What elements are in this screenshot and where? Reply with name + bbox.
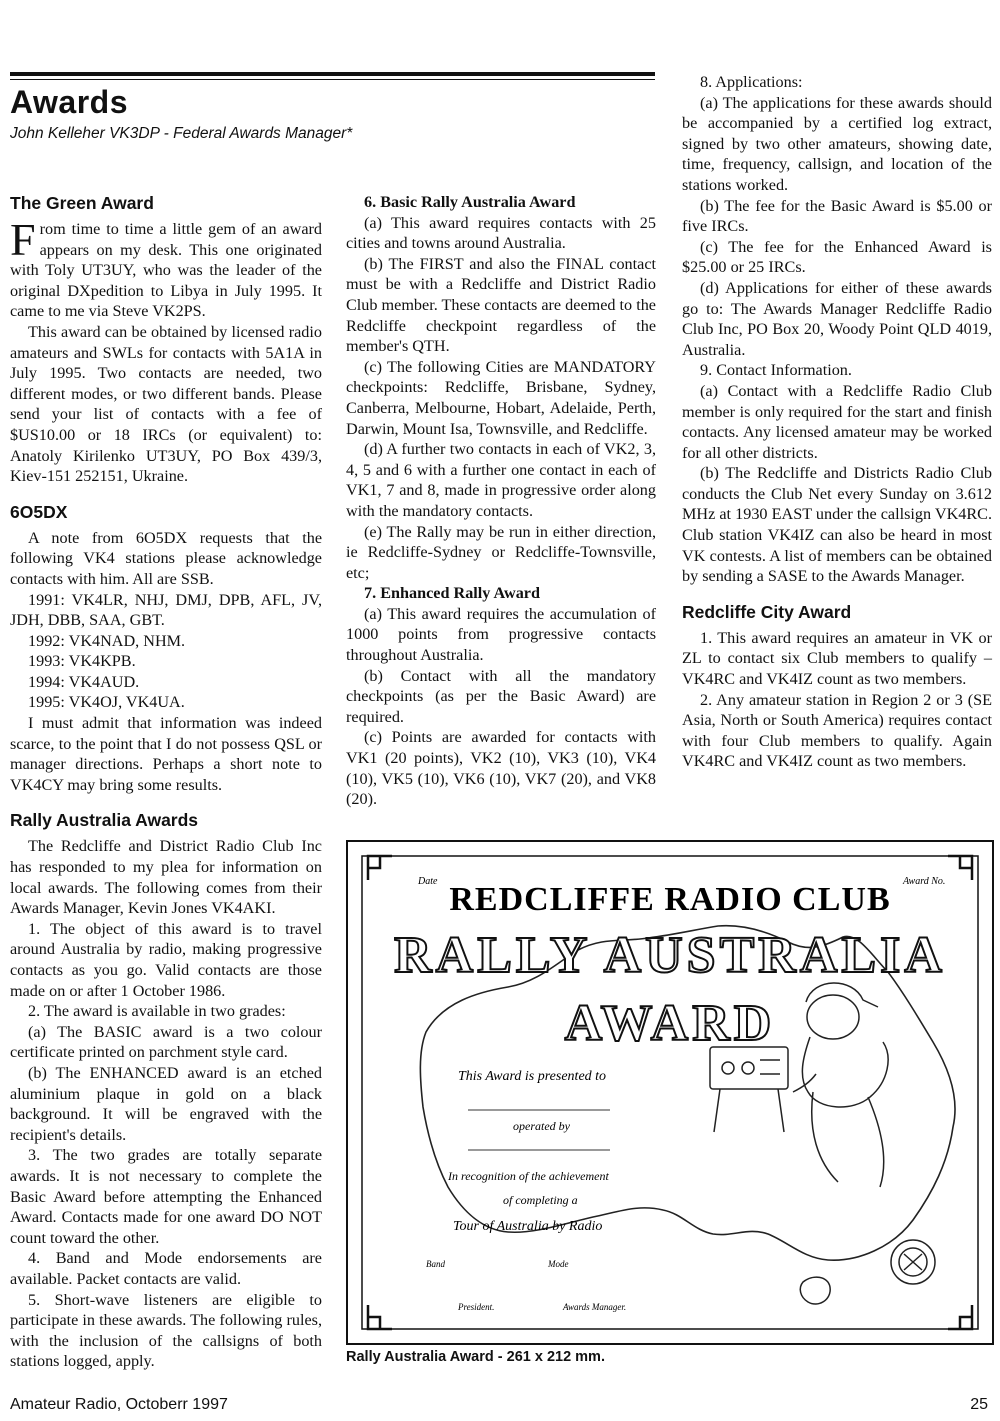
dx-list-1994: 1994: VK4AUD. — [28, 672, 140, 691]
rally-para-1: The Redcliffe and District Radio Club Inc has responded to my plea for information on local awards. The following comes from their Awards Manager, Kevin Jones VK4AKI. — [10, 837, 322, 918]
section-6e: (e) The Rally may be run in either direction, ie Redcliffe-Sydney or Redcliffe-Townsville, etc; — [346, 522, 656, 582]
cert-date-label: Date — [418, 876, 438, 887]
cert-operated-text: operated by — [513, 1119, 570, 1133]
cert-award-no-label: Award No. — [903, 876, 946, 887]
section-6a: (a) This award requires contacts with 25 cities and towns around Australia. — [346, 213, 656, 253]
section-7-heading: 7. Enhanced Rally Award — [364, 584, 540, 603]
drop-cap: F — [10, 214, 36, 265]
header-rule-thick — [10, 72, 655, 76]
cert-recognition-text: In recognition of the achievement — [448, 1169, 609, 1183]
dx-list-1995: 1995: VK4OJ, VK4UA. — [28, 693, 185, 712]
cert-manager-label: Awards Manager. — [563, 1302, 627, 1312]
byline: John Kelleher VK3DP - Federal Awards Manager* — [10, 125, 353, 142]
section-6-heading: 6. Basic Rally Australia Award — [364, 193, 576, 211]
column-2 — [346, 192, 656, 810]
rally-para-2: 1. The object of this award is to travel around Australia by radio, making progressive contacts as you go. Valid contacts are those made on or after 1 October 1986. — [10, 919, 322, 1000]
cert-club-name: REDCLIFFE RADIO CLUB — [449, 881, 891, 918]
section-8b: (b) The fee for the Basic Award is $5.00 or five IRCs. — [682, 196, 992, 236]
section-7c: (c) Points are awarded for contacts with VK1 (20 points), VK2 (10), VK3 (10), VK4 (10), VK5 (10), VK6 (10), VK7 (20), and VK8 (20). — [346, 728, 656, 809]
section-6b: (b) The FIRST and also the FINAL contact must be with a Redcliffe and District Radio Club member. These contacts are deemed to the Redcliffe checkpoint regardless of the member's QTH. — [346, 254, 656, 356]
heading-redcliffe-city: Redcliffe City Award — [682, 601, 852, 622]
rally-para-8: 5. Short-wave listeners are eligible to participate in these awards. The following rules, with the inclusion of the callsigns of both stations logged, apply. — [10, 1290, 322, 1371]
rally-para-7: 4. Band and Mode endorsements are available. Packet contacts are valid. — [10, 1249, 322, 1288]
dx-para-1: A note from 6O5DX requests that the following VK4 stations please acknowledge contacts with him. All are SSB. — [10, 528, 322, 588]
cert-title-line-1: RALLY AUSTRALIA — [394, 927, 946, 984]
green-award-para-1: From time to time a little gem of an award appears on my desk. This one originated with Toly UT3UY, who was the leader of the original DXpedition to Libya in July 1995. It came to me via Steve VK2PS. — [10, 214, 322, 321]
section-7b: (b) Contact with all the mandatory checkpoints (as per the Basic Award) are required. — [346, 666, 656, 726]
section-8c: (c) The fee for the Enhanced Award is $25.00 or 25 IRCs. — [682, 237, 992, 277]
header-rule-thin — [10, 79, 655, 80]
city-para-2: 2. Any amateur station in Region 2 or 3 (SE Asia, North or South America) requires contact with four Club members to qualify. Again VK4RC and VK4IZ count as two members. — [682, 690, 992, 771]
cert-completing-text: of completing a — [503, 1193, 578, 1207]
dx-list-1992: 1992: VK4NAD, NHM. — [28, 631, 186, 650]
dx-para-2: I must admit that information was indeed scarce, to the point that I do not possess QSL or manager directions. Perhaps a short note to VK4CY may bring some results. — [10, 714, 322, 794]
cert-presented-text: This Award is presented to — [458, 1069, 607, 1084]
figure-caption: Rally Australia Award - 261 x 212 mm. — [346, 1349, 605, 1365]
section-9: 9. Contact Information. — [700, 361, 852, 380]
footer-page-number: 25 — [970, 1396, 988, 1413]
dx-list-1991: 1991: VK4LR, NHJ, DMJ, DPB, AFL, JV, JDH, DBB, SAA, GBT. — [10, 590, 322, 630]
city-para-1: 1. This award requires an amateur in VK or ZL to contact six Club members to qualify – VK4RC and VK4IZ count as two members. — [682, 628, 992, 689]
rally-para-6: 3. The two grades are totally separate awards. It is not necessary to complete the Basic Award before attempting the Enhanced Award. Contacts made for one award DO NOT count toward the other. — [10, 1146, 322, 1247]
cert-band-label: Band — [426, 1259, 445, 1269]
column-3 — [682, 72, 992, 772]
section-9a: (a) Contact with a Redcliffe Radio Club member is only required for the start and finish contacts. Any licensed amateur may be worked for all other districts. — [682, 381, 992, 462]
section-6d: (d) A further two contacts in each of VK2, 3, 4, 5 and 6 with a further one contact in each of VK1, 7 and 8, made in progressive order along with the mandatory contacts. — [346, 440, 656, 520]
section-8d: (d) Applications for either of these awards go to: The Awards Manager Redcliffe Radio Club Inc, PO Box 20, Woody Point QLD 4019, Australia. — [682, 278, 992, 359]
certificate-illustration — [348, 842, 992, 1343]
cert-title-line-2: AWARD — [564, 995, 776, 1052]
section-6c: (c) The following Cities are MANDATORY checkpoints: Redcliffe, Brisbane, Sydney, Canberra, Melbourne, Hobart, Adelaide, Perth, Darwin, Mount Isa, Townsville, and Redcliffe. — [346, 357, 656, 438]
green-award-para-2: This award can be obtained by licensed radio amateurs and SWLs for contacts with 5A1A in July 1995. Two contacts are needed, two different modes, or two different bands. Please send your list of contacts with a fee of $US10.00 or 18 IRCs (or equivalent) to: Anatoly Kirilenko UT3UY, PO Box 439/3, Kiev-151 252151, Ukraine. — [10, 322, 322, 486]
heading-rally-australia: Rally Australia Awards — [10, 810, 199, 831]
certificate-image — [346, 840, 994, 1345]
page-title: Awards — [10, 84, 129, 120]
section-7a: (a) This award requires the accumulation of 1000 points from progressive contacts throughout Australia. — [346, 604, 656, 665]
rally-para-4: (a) The BASIC award is a two colour certificate printed on parchment style card. — [10, 1022, 322, 1062]
dx-list-1993: 1993: VK4KPB. — [28, 652, 136, 671]
rally-para-3: 2. The award is available in two grades: — [28, 1002, 286, 1021]
heading-6o5dx: 6O5DX — [10, 501, 68, 522]
section-9b: (b) The Redcliffe and Districts Radio Club conducts the Club Net every Sunday on 3.612 MHz at 1930 EAST under the callsign VK4RC. Club station VK4IZ can also be heard in most VK contests. A list of members can be obtained by sending a SASE to the Awards Manager. — [682, 464, 992, 586]
column-1 — [10, 192, 322, 1372]
section-8a: (a) The applications for these awards should be accompanied by a certified log extract, signed by two other amateurs, showing date, time, frequency, callsign, and location of the stations worked. — [682, 93, 992, 194]
footer-publication: Amateur Radio, Octoberr 1997 — [10, 1396, 228, 1413]
heading-green-award: The Green Award — [10, 193, 154, 213]
cert-president-label: President. — [458, 1302, 495, 1312]
cert-tour-text: Tour of Australia by Radio — [453, 1219, 603, 1234]
club-emblem — [891, 1240, 935, 1284]
cert-mode-label: Mode — [548, 1259, 569, 1269]
rally-para-5: (b) The ENHANCED award is an etched aluminium plaque in gold on a black background. It will be engraved with the recipient's details. — [10, 1063, 322, 1144]
section-8: 8. Applications: — [700, 73, 803, 91]
tasmania-map — [800, 1277, 830, 1304]
